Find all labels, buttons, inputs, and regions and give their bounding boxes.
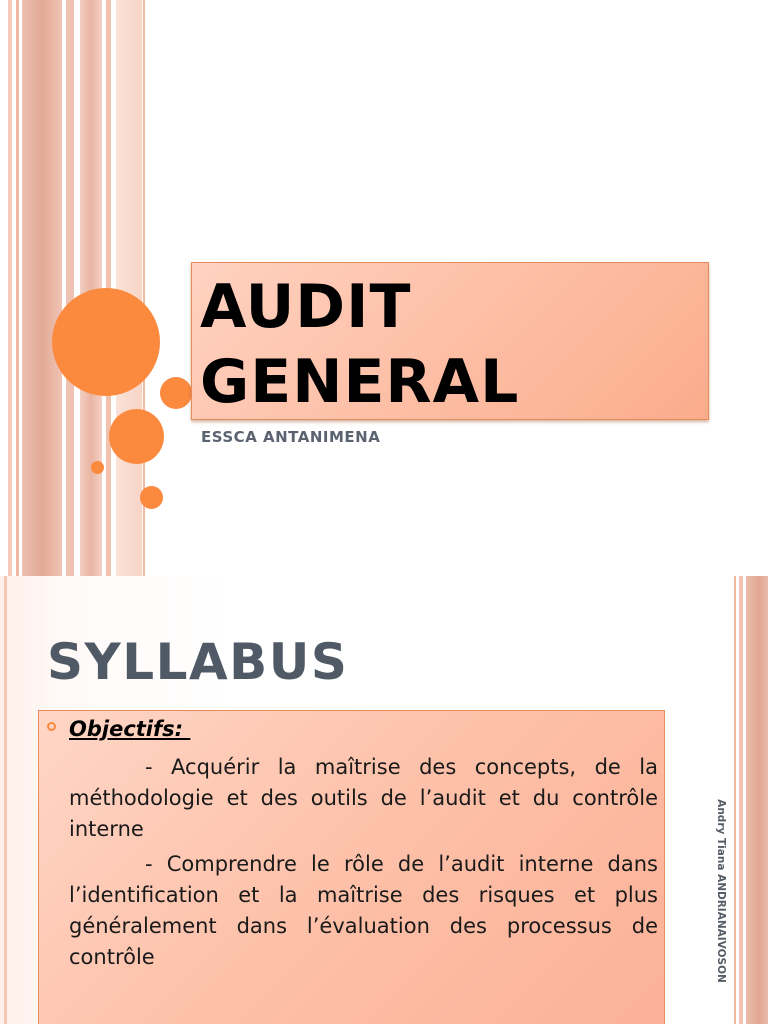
objective-item-2: - Comprendre le rôle de l’audit interne dans l’identification et la maîtrise des risques et plus généralement dans l’évaluation des processus de contrôle	[69, 852, 658, 969]
decorative-stripes-left	[0, 0, 150, 576]
title-line-2: GENERAL	[200, 347, 520, 417]
author-name: Andry Tiana ANDRIANAIVOSON	[715, 799, 727, 983]
decorative-circle-tiny	[91, 461, 104, 474]
objective-item-1: - Acquérir la maîtrise des concepts, de la méthodologie et des outils de l’audit et du contrôle interne	[69, 755, 658, 841]
decorative-circle-small	[160, 377, 192, 409]
author-vertical	[706, 778, 736, 1004]
decorative-stripes-right	[734, 576, 768, 1024]
decorative-circle-large	[52, 288, 160, 396]
title-line-1: AUDIT	[200, 272, 412, 342]
objectives-label: Objectifs:	[69, 717, 191, 741]
bullet-circle-icon	[47, 722, 56, 731]
slide-heading: SYLLABUS	[47, 633, 349, 691]
decorative-circle-small-2	[140, 486, 163, 509]
decorative-stripes-left	[0, 576, 12, 1024]
slide-syllabus	[0, 576, 768, 1024]
decorative-circle-medium	[109, 409, 164, 464]
subtitle: ESSCA ANTANIMENA	[201, 428, 381, 446]
